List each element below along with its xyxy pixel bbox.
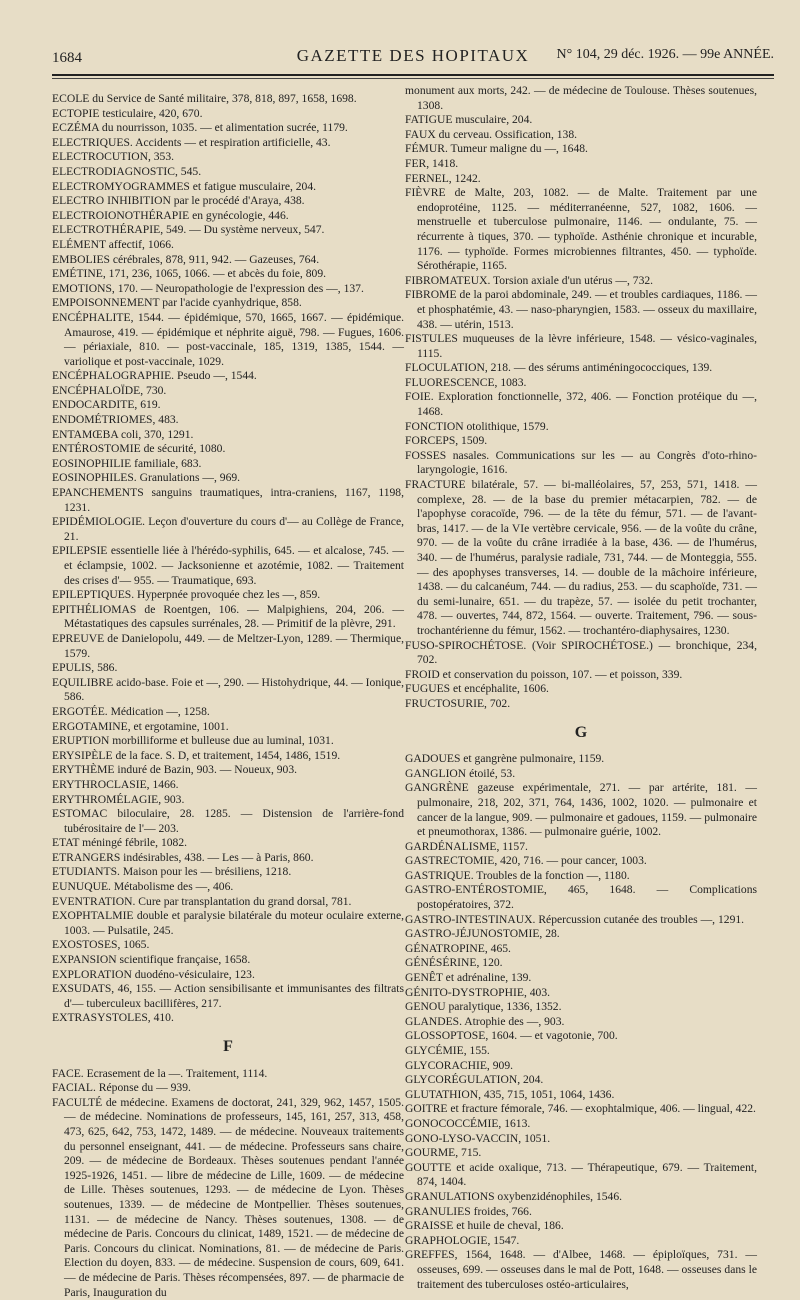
index-entry: FRUCTOSURIE, 702. — [405, 696, 511, 710]
index-entry: ENCÉPHALOÏDE, 730. — [52, 383, 167, 397]
index-entry: FACIAL. Réponse du — 939. — [52, 1081, 191, 1095]
entries-f — [52, 1067, 404, 1300]
index-entry: ECTOPIE testiculaire, 420, 670. — [52, 106, 203, 120]
index-entry: EXTRASYSTOLES, 410. — [52, 1011, 174, 1025]
entries-g — [405, 752, 757, 1292]
index-entry: GENÊT et adrénaline, 139. — [405, 971, 532, 985]
index-entry: ETAT méningé fébrile, 1082. — [52, 836, 188, 850]
index-entry: FER, 1418. — [405, 156, 459, 170]
index-entry: ENTAMŒBA coli, 370, 1291. — [52, 427, 194, 441]
index-entry: GLANDES. Atrophie des —, 903. — [405, 1014, 565, 1028]
index-entry: ERYTHÈME induré de Bazin, 903. — Noueux, 903. — [52, 763, 298, 777]
index-entry: GOURME, 715. — [405, 1146, 482, 1160]
index-entry: ECZÉMA du nourrisson, 1035. — et alimentation sucrée, 1179. — [52, 121, 348, 135]
index-entry: ECOLE du Service de Santé militaire, 378, 818, 897, 1658, 1698. — [52, 92, 357, 105]
index-entry: GLUTATHION, 435, 715, 1051, 1064, 1436. — [405, 1087, 615, 1101]
index-entry: EUNUQUE. Métabolisme des —, 406. — [52, 880, 234, 894]
index-entry: ELECTROCUTION, 353. — [52, 150, 175, 164]
index-entry: EPULIS, 586. — [52, 661, 118, 675]
index-entry: FAUX du cerveau. Ossification, 138. — [405, 127, 578, 141]
index-entry: ERGOTAMINE, et ergotamine, 1001. — [52, 719, 229, 733]
index-entry: GASTRO-INTESTINAUX. Répercussion cutanée des troubles —, 1291. — [405, 912, 745, 926]
issue-info: N° 104, 29 déc. 1926. — 99e ANNÉE. — [556, 47, 774, 62]
index-entry: GLOSSOPTOSE, 1604. — et vagotonie, 700. — [405, 1029, 618, 1043]
index-entry: EMPOISONNEMENT par l'acide cyanhydrique, 858. — [52, 296, 302, 310]
index-entry: GANGLION étoilé, 53. — [405, 766, 516, 780]
index-entry: GREFFES, 1564, 1648. — d'Albee, 1468. — épiploïques, 731. — osseuses, 699. — osseuses dans le mal de Pott, 1648. — osseuses dans le traitement des tuberculoses ostéo-articulaires, — [405, 1248, 757, 1291]
index-entry: FROID et conservation du poisson, 107. — et poisson, 339. — [405, 667, 683, 681]
index-entry: FÉMUR. Tumeur maligne du —, 1648. — [405, 142, 588, 156]
index-entry: GÉNÉSÉRINE, 120. — [405, 956, 503, 970]
header-rule — [52, 74, 774, 76]
index-entry: GRANULIES froides, 766. — [405, 1204, 532, 1218]
index-entry: FISTULES muqueuses de la lèvre inférieure, 1548. — vésico-vaginales, 1115. — [405, 332, 757, 360]
index-entry: FERNEL, 1242. — [405, 171, 481, 185]
index-entry: ESTOMAC biloculaire, 28. 1285. — Distension de l'arrière-fond tubérositaire de l'— 203. — [52, 807, 404, 835]
index-entry: FRACTURE bilatérale, 57. — bi-malléolaires, 57, 253, 571, 1418. — complexe, 28. — de la base du premier métacarpien, 782. — de l'apophyse coracoïde, 796. — de la tête du fémur, 571. — de l'avant-bras, 1417. — de la VIe vertèbre cervicale, 956. — de la voûte du crâne, 970. — de la voûte du crâne irradiée à la base, 436. — de l'humérus, 340. — de l'humérus, paralysie radiale, 731, 744. — de Monteggia, 555. — des apophyses transverses, 14. — double de la mâchoire inférieure, 1438. — du calcanéum, 744. — du radius, 253. — du scaphoïde, 731. — du semi-lunaire, 651. — du trapèze, 57. — isolée du petit trochanter, 478. — ouvertes, 744, 872, 1564. — ouverte. Traitement, 796. — sous-trochantérienne du fémur, 1562. — trochantéro-diaphysaires, 1230. — [405, 478, 757, 637]
index-entry: EQUILIBRE acido-base. Foie et —, 290. — Histohydrique, 44. — Ionique, 586. — [52, 675, 404, 704]
index-entry: ELECTRODIAGNOSTIC, 545. — [52, 164, 202, 178]
index-entry: ELECTROIONOTHÉRAPIE en gynécologie, 446. — [52, 208, 289, 222]
index-entry: FATIGUE musculaire, 204. — [405, 113, 533, 127]
index-entry: monument aux morts, 242. — de médecine de Toulouse. Thèses soutenues, 1308. — [405, 84, 757, 112]
index-entry: EPILEPSIE essentielle liée à l'hérédo-syphilis, 645. — et alcalose, 745. — et éclampsie, 1002. — Jacksonienne et azotémie, 1082. — Traitement des crises d'— 955. — Traumatique, 693. — [52, 544, 404, 587]
index-entry: ERYTHROCLASIE, 1466. — [52, 777, 179, 791]
index-entry: GLYCORACHIE, 909. — [405, 1058, 514, 1072]
index-entry: EVENTRATION. Cure par transplantation du grand dorsal, 781. — [52, 894, 352, 908]
index-entry: FUSO-SPIROCHÉTOSE. (Voir SPIROCHÉTOSE.) — bronchique, 234, 702. — [405, 638, 757, 667]
index-entry: ELECTRIQUES. Accidents — et respiration artificielle, 43. — [52, 135, 331, 149]
index-entry: EPITHÉLIOMAS de Roentgen, 106. — Malpighiens, 204, 206. — Métastatiques des capsules surrénales, 28. — Primitif de la plèvre, 291. — [52, 602, 404, 631]
index-entry: FOIE. Exploration fonctionnelle, 372, 406. — Fonction protéique du —, 1468. — [405, 390, 757, 419]
index-entry: GARDÉNALISME, 1157. — [405, 839, 528, 853]
index-entry: EOSINOPHILES. Granulations —, 969. — [52, 471, 241, 485]
index-entry: GASTRO-JÉJUNOSTOMIE, 28. — [405, 927, 560, 941]
running-header — [52, 44, 774, 70]
index-entry: ENDOMÉTRIOMES, 483. — [52, 413, 179, 427]
index-entry: ELECTROMYOGRAMMES et fatigue musculaire, 204. — [52, 179, 317, 193]
index-entry: FACE. Ecrasement de la —. Traitement, 1114. — [52, 1066, 268, 1080]
index-entry: FONCTION otolithique, 1579. — [405, 419, 549, 433]
index-entry: EXOSTOSES, 1065. — [52, 938, 150, 952]
page-number: 1684 — [52, 50, 82, 66]
index-entry: GANGRÈNE gazeuse expérimentale, 271. — par artérite, 181. — pulmonaire, 218, 202, 371, 764, 1436, 1002, 1020. — pulmonaire et cancer de la langue, 909. — pulmonaire et gadoues, 1159. — pulmonaire et pneumothorax, 1386. — pulmonaire guérie, 1002. — [405, 781, 757, 839]
header-rule-thin — [52, 78, 774, 79]
index-entry: GASTRIQUE. Troubles de la fonction —, 1180. — [405, 868, 630, 882]
index-entry: EPILEPTIQUES. Hyperpnée provoquée chez les —, 859. — [52, 588, 321, 602]
index-entry: GASTRO-ENTÉROSTOMIE, 465, 1648. — Complications postopératoires, 372. — [405, 883, 757, 912]
index-entry: GONO-LYSO-VACCIN, 1051. — [405, 1131, 551, 1145]
index-entry: EXSUDATS, 46, 155. — Action sensibilisante et immunisantes des filtrats d'— tuberculeux bacillifères, 217. — [52, 982, 404, 1010]
index-entry: GÉNATROPINE, 465. — [405, 941, 511, 955]
left-column — [52, 92, 404, 1300]
index-entry: ERUPTION morbilliforme et bulleuse due au luminal, 1031. — [52, 734, 334, 748]
index-entry: GRAISSE et huile de cheval, 186. — [405, 1219, 564, 1233]
index-entry: EMÉTINE, 171, 236, 1065, 1066. — et abcès du foie, 809. — [52, 267, 327, 281]
journal-title: GAZETTE DES HOPITAUX — [296, 46, 530, 65]
index-entry: FACULTÉ de médecine. Examens de doctorat, 241, 329, 962, 1457, 1505. — de médecine. Nominations de professeurs, 145, 161, 257, 313, 458, 473, 625, 642, 753, 1472, 1489. — de médecine. Nouveaux traitements du personnel enseignant, 441. — de médecine. Professeurs sans chaire, 209. — de médecine de Bordeaux. Thèses soutenues pendant l'année 1925-1926, 1451. — libre de médecine de Lille, 1609. — de médecine de Lille. Thèses soutenues, 1293. — de médecine de Lyon. Thèses soutenues, 1339. — de médecine de Montpellier. Thèses soutenues, 1131. — de médecine de Nancy. Thèses soutenues, 1308. — de médecine de Paris. Concours du clinicat, 1489, 1521. — de médecine de Paris. Concours du clinicat. Nominations, 81. — de médecine de Paris. Election du doyen, 833. — de médecine. Suspension de cours, 609, 641. — de médecine de Paris. Thèses récompensées, 897. — de pharmacie de Paris, Inauguration du — [52, 1095, 404, 1299]
index-entry: EXOPHTALMIE double et paralysie bilatérale du moteur oculaire externe, 1003. — Pulsatile, 245. — [52, 909, 404, 937]
index-entry: GÉNITO-DYSTROPHIE, 403. — [405, 985, 551, 999]
index-entry: EMBOLIES cérébrales, 878, 911, 942. — Gazeuses, 764. — [52, 252, 320, 266]
entries-e — [52, 92, 404, 1026]
index-entry: GADOUES et gangrène pulmonaire, 1159. — [405, 752, 605, 766]
index-entry: GOUTTE et acide oxalique, 713. — Thérapeutique, 679. — Traitement, 874, 1404. — [405, 1160, 757, 1189]
section-heading-f: F — [223, 1038, 233, 1055]
entries-f-continued — [405, 84, 757, 712]
index-entry: ERYSIPÈLE de la face. S. D, et traitement, 1454, 1486, 1519. — [52, 748, 341, 762]
index-entry: ENTÉROSTOMIE de sécurité, 1080. — [52, 442, 226, 456]
index-entry: EMOTIONS, 170. — Neuropathologie de l'expression des —, 137. — [52, 281, 364, 295]
index-entry: ELÉMENT affectif, 1066. — [52, 237, 174, 251]
index-entry: GLYCORÉGULATION, 204. — [405, 1073, 544, 1087]
index-entry: EXPANSION scientifique française, 1658. — [52, 953, 251, 967]
index-entry: ERYTHROMÉLAGIE, 903. — [52, 792, 185, 806]
index-entry: FIBROME de la paroi abdominale, 249. — et troubles cardiaques, 1186. — et phosphatémie, 43. — naso-pharyngien, 1583. — osseux du maxillaire, 438. — utérin, 1513. — [405, 288, 757, 331]
index-entry: EPIDÉMIOLOGIE. Leçon d'ouverture du cours d'— au Collège de France, 21. — [52, 515, 404, 543]
index-entry: GOITRE et fracture fémorale, 746. — exophtalmique, 406. — lingual, 422. — [405, 1102, 756, 1116]
index-entry: ENCÉPHALOGRAPHIE. Pseudo —, 1544. — [52, 369, 257, 383]
index-entry: FIÈVRE de Malte, 203, 1082. — de Malte. Traitement par une endoprotéine, 1125. — méditerranéenne, 527, 1082, 1606. — menstruelle et tuberculose pulmonaire, 1146. — ondulante, 75. — récurrente à tiques, 370. — typhoïde. Asthénie chronique et incurable, 1176. — typhoïde. Formes microbiennes filtrantes, 450. — typhoïde. Sérothérapie, 1165. — [405, 186, 757, 273]
index-entry: ENDOCARDITE, 619. — [52, 398, 161, 412]
index-entry: EPANCHEMENTS sanguins traumatiques, intra-craniens, 1167, 1198, 1231. — [52, 486, 404, 514]
right-column — [405, 84, 757, 1292]
index-entry: FUGUES et encéphalite, 1606. — [405, 682, 549, 696]
index-entry: FLUORESCENCE, 1083. — [405, 375, 527, 389]
index-entry: ETRANGERS indésirables, 438. — Les — à Paris, 860. — [52, 850, 314, 864]
section-heading-g: G — [574, 723, 588, 741]
index-entry: ETUDIANTS. Maison pour les — brésiliens, 1218. — [52, 865, 292, 879]
index-entry: EXPLORATION duodéno-vésiculaire, 123. — [52, 967, 255, 981]
index-entry: ENCÉPHALITE, 1544. — épidémique, 570, 1665, 1667. — épidémique. Amaurose, 419. — épidémique et néphrite aiguë, 798. — Fugues, 1606. — périaxiale, 810. — post-vaccinale, 185, 1319, 1385, 1544. — variolique et post-vaccinale, 1029. — [52, 310, 404, 368]
index-entry: ELECTROTHÉRAPIE, 549. — Du système nerveux, 547. — [52, 223, 325, 237]
index-entry: GLYCÉMIE, 155. — [405, 1044, 490, 1057]
index-entry: GONOCOCCÉMIE, 1613. — [405, 1116, 531, 1130]
index-entry: GASTRECTOMIE, 420, 716. — pour cancer, 1003. — [405, 854, 647, 868]
index-entry: GENOU paralytique, 1336, 1352. — [405, 1000, 562, 1014]
index-entry: GRAPHOLOGIE, 1547. — [405, 1233, 520, 1247]
index-entry: GRANULATIONS oxybenzidénophiles, 1546. — [405, 1189, 623, 1203]
index-entry: EPREUVE de Danielopolu, 449. — de Meltzer-Lyon, 1289. — Thermique, 1579. — [52, 631, 404, 660]
index-entry: FLOCULATION, 218. — des sérums antiméningococciques, 139. — [405, 361, 713, 375]
index-entry: FORCEPS, 1509. — [405, 434, 488, 448]
index-entry: ELECTRO INHIBITION par le procédé d'Araya, 438. — [52, 194, 305, 208]
index-entry: FIBROMATEUX. Torsion axiale d'un utérus —, 732. — [405, 273, 654, 287]
index-entry: FOSSES nasales. Communications sur les — au Congrès d'oto-rhino-laryngologie, 1616. — [405, 448, 757, 477]
index-entry: EOSINOPHILIE familiale, 683. — [52, 456, 202, 470]
index-entry: ERGOTÉE. Médication —, 1258. — [52, 704, 210, 718]
